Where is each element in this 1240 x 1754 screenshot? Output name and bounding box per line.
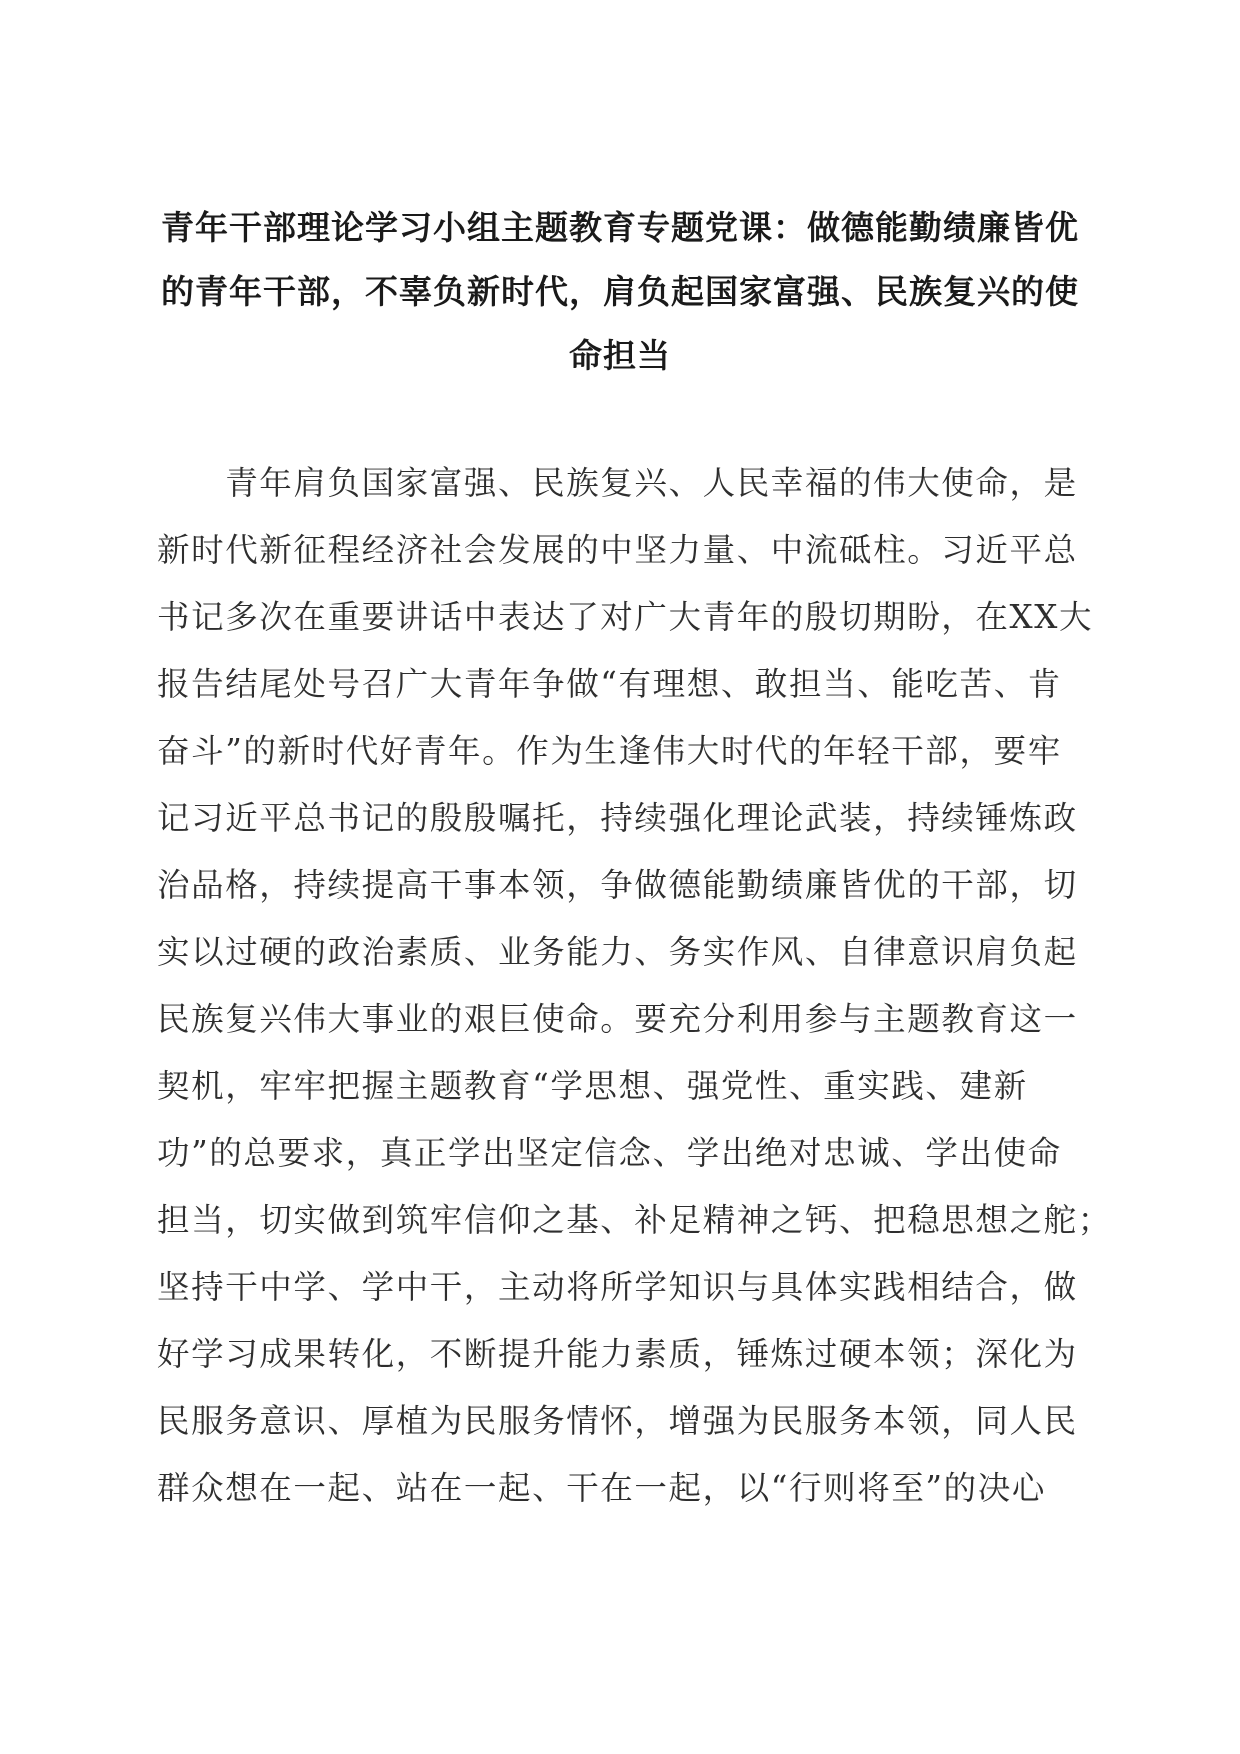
body-line: 群众想在一起、站在一起、干在一起，以“行则将至”的决心 xyxy=(157,1469,1046,1507)
document-title xyxy=(150,196,1090,388)
body-line: 实以过硬的政治素质、业务能力、务实作风、自律意识肩负起 xyxy=(157,933,1078,971)
body-line: 民服务意识、厚植为民服务情怀，增强为民服务本领，同人民 xyxy=(157,1402,1078,1440)
body-line: 记习近平总书记的殷殷嘱托，持续强化理论武装，持续锤炼政 xyxy=(157,799,1078,837)
body-paragraph xyxy=(157,450,1112,1522)
title-line: 命担当 xyxy=(569,336,671,375)
body-line: 坚持干中学、学中干，主动将所学知识与具体实践相结合，做 xyxy=(157,1268,1078,1306)
body-line: 担当，切实做到筑牢信仰之基、补足精神之钙、把稳思想之舵； xyxy=(157,1201,1112,1239)
body-line: 报告结尾处号召广大青年争做“有理想、敢担当、能吃苦、肯 xyxy=(157,665,1062,703)
body-line: 契机，牢牢把握主题教育“学思想、强党性、重实践、建新 xyxy=(157,1067,1028,1105)
body-line: 奋斗”的新时代好青年。作为生逢伟大时代的年轻干部，要牢 xyxy=(157,732,1062,770)
body-line: 好学习成果转化，不断提升能力素质，锤炼过硬本领；深化为 xyxy=(157,1335,1078,1373)
title-line: 青年干部理论学习小组主题教育专题党课：做德能勤绩廉皆优 xyxy=(161,208,1079,247)
body-line: 青年肩负国家富强、民族复兴、人民幸福的伟大使命，是 xyxy=(157,464,1078,502)
body-line: 新时代新征程经济社会发展的中坚力量、中流砥柱。习近平总 xyxy=(157,531,1078,569)
body-line: 功”的总要求，真正学出坚定信念、学出绝对忠诚、学出使命 xyxy=(157,1134,1062,1172)
title-line: 的青年干部，不辜负新时代，肩负起国家富强、民族复兴的使 xyxy=(161,272,1079,311)
body-line: 民族复兴伟大事业的艰巨使命。要充分利用参与主题教育这一 xyxy=(157,1000,1078,1038)
body-line: 书记多次在重要讲话中表达了对广大青年的殷切期盼，在XX大 xyxy=(157,598,1094,636)
body-line: 治品格，持续提高干事本领，争做德能勤绩廉皆优的干部，切 xyxy=(157,866,1078,904)
